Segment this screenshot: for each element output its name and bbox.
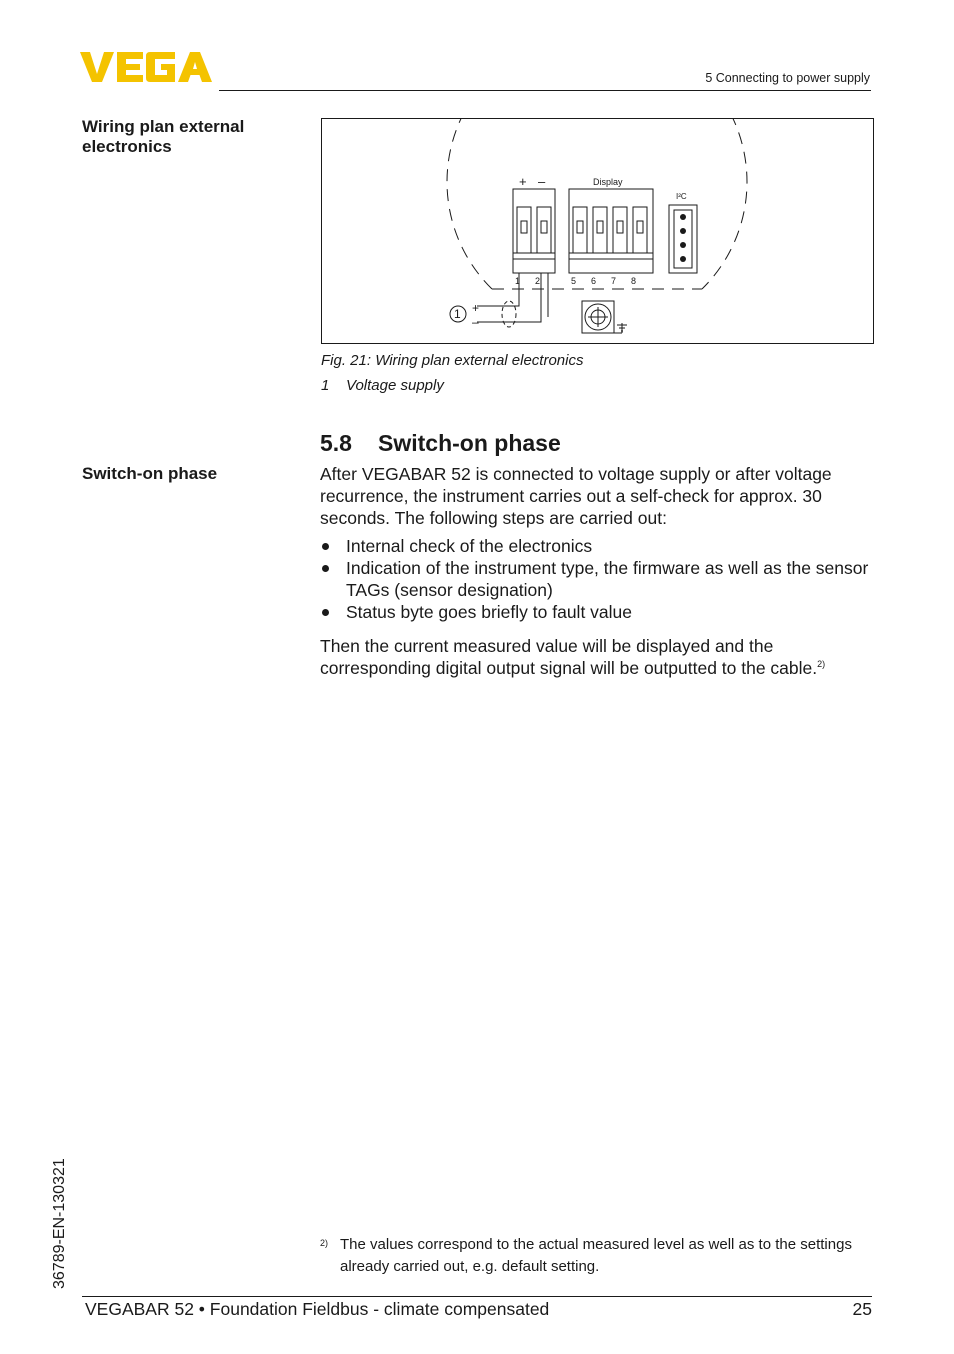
step-list <box>320 535 872 623</box>
terminal-number: 5 <box>571 276 577 286</box>
section-number: 5.8 <box>320 430 352 456</box>
wiring-diagram-graphic <box>322 119 875 345</box>
i2c-pin <box>680 228 686 234</box>
terminal-number: 8 <box>631 276 637 286</box>
terminal-number: 6 <box>591 276 597 286</box>
list-item: Status byte goes briefly to fault value <box>320 601 872 623</box>
vega-logo-graphic <box>80 50 212 84</box>
footer-rule <box>82 1296 872 1297</box>
terminal-number: 7 <box>611 276 617 286</box>
vega-logo <box>80 50 212 84</box>
display-label: Display <box>593 177 623 187</box>
footer-title: VEGABAR 52 • Foundation Fieldbus - climate compensated <box>85 1299 550 1319</box>
wire-minus <box>477 273 541 322</box>
callout-number: 1 <box>454 307 461 321</box>
figure-caption: Fig. 21: Wiring plan external electronics <box>321 352 584 369</box>
footnote-mark: 2) <box>320 1238 329 1248</box>
i2c-pin <box>680 256 686 262</box>
result-text: Then the current measured value will be displayed and the corresponding digital output signal will be outputted to the cable. <box>320 636 818 678</box>
side-label-wiring-plan: Wiring plan external electronics <box>82 117 245 156</box>
supply-plus-label: + <box>472 301 480 315</box>
legend-text: Voltage supply <box>346 377 444 394</box>
terminal-number: 2 <box>535 276 541 286</box>
section-heading <box>320 430 561 457</box>
legend-number: 1 <box>321 377 330 394</box>
i2c-pin <box>680 214 686 220</box>
header-section-title: 5 Connecting to power supply <box>705 71 870 85</box>
wiring-diagram <box>321 118 874 344</box>
supply-minus-label: – <box>472 315 479 329</box>
section-title: Switch-on phase <box>378 430 561 456</box>
terminal-block-supply <box>513 189 555 273</box>
i2c-label: I²C <box>676 192 687 201</box>
footnote-text: The values correspond to the actual measured level as well as to the settings already carried out, e.g. default setting. <box>340 1236 852 1275</box>
plus-terminal-label: + <box>519 174 527 189</box>
minus-terminal-label: – <box>538 174 546 189</box>
list-item: Internal check of the electronics <box>320 535 872 557</box>
i2c-pin <box>680 242 686 248</box>
header-rule <box>219 90 871 91</box>
document-code: 36789-EN-130321 <box>51 1158 68 1289</box>
side-label-switch-on: Switch-on phase <box>82 464 218 483</box>
footnote-reference: 2) <box>817 659 826 669</box>
page-number: 25 <box>852 1299 872 1319</box>
footnote <box>320 1234 875 1278</box>
earth-terminal <box>582 301 627 333</box>
housing-outline <box>447 119 747 289</box>
intro-paragraph: After VEGABAR 52 is connected to voltage supply or after voltage recurrence, the instrument carries out a self-check for approx. 30 seconds. The following steps are carried out: <box>320 464 832 528</box>
cable-shield <box>502 301 516 327</box>
list-item: Indication of the instrument type, the firmware as well as the sensor TAGs (sensor designation) <box>320 557 872 601</box>
figure-legend-item <box>321 377 444 394</box>
terminal-number: 1 <box>515 276 521 286</box>
result-paragraph <box>320 635 872 679</box>
terminal-block-display <box>569 189 653 273</box>
